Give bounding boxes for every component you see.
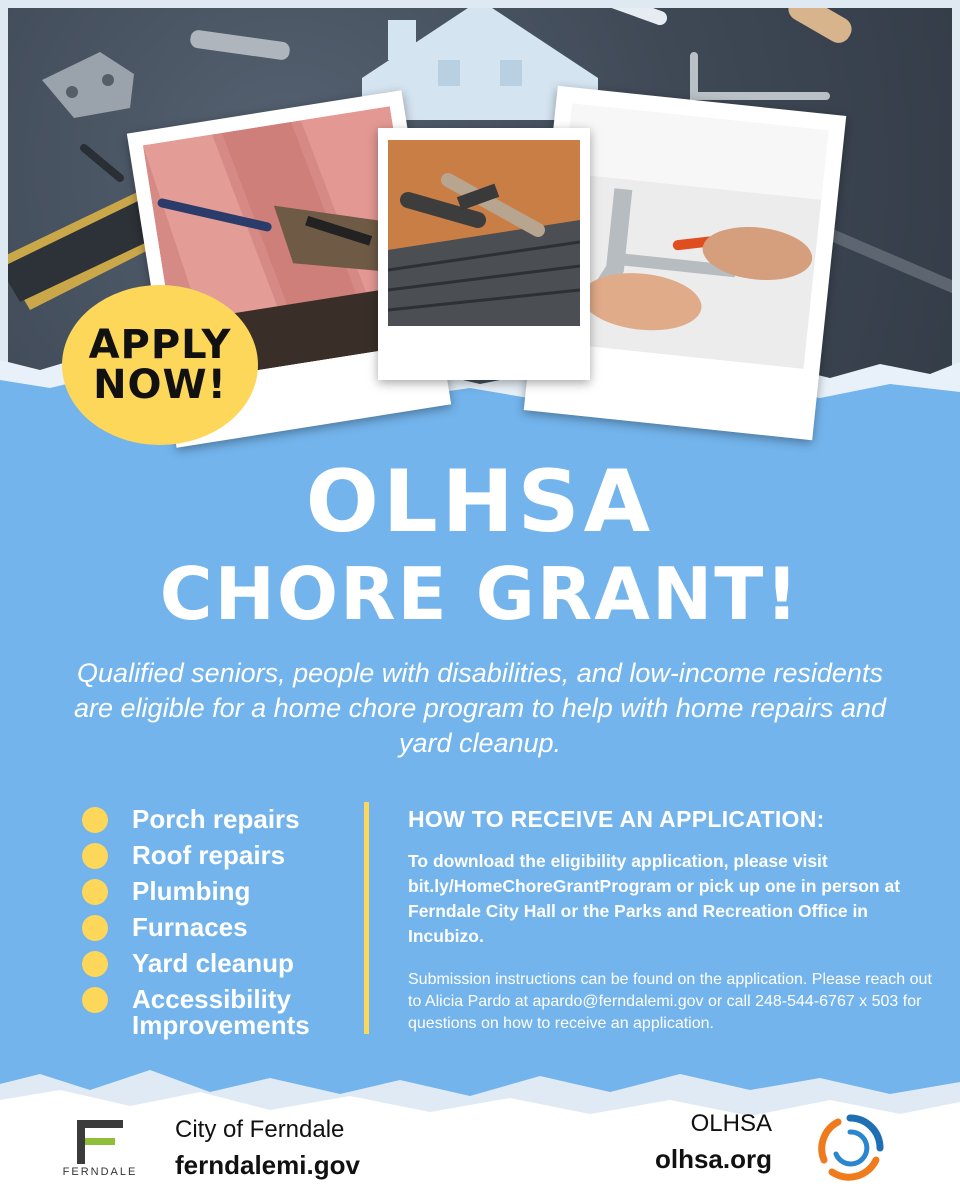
list-item-label: Plumbing [132, 876, 251, 906]
bullet-icon [82, 951, 108, 977]
bullet-icon [82, 879, 108, 905]
city-website-link[interactable]: ferndalemi.gov [175, 1150, 360, 1180]
intro-paragraph: Qualified seniors, people with disabilities, and low-income residents are eligible for a home chore program to help with home repairs and yard cleanup. [74, 658, 886, 758]
list-item-label: Porch repairs [132, 804, 300, 834]
olhsa-logo-icon [812, 1110, 888, 1186]
instructions-paragraph-contact: Submission instructions can be found on the application. Please reach out to Alicia Pardo at apardo@ferndalemi.gov or call 248-544-6767 x 503 for questions on how to receive an application. [408, 971, 932, 1032]
badge-line-1: APPLY [88, 322, 232, 368]
bullet-icon [82, 915, 108, 941]
bullet-icon [82, 807, 108, 833]
list-item [82, 950, 352, 976]
photo-roof-repair [378, 128, 590, 380]
list-item [82, 878, 352, 904]
list-item [82, 806, 352, 832]
org-name: OLHSA [690, 1110, 772, 1137]
list-item-label: Yard cleanup [132, 948, 294, 978]
page-title-line-1: OLHSA [305, 452, 655, 552]
instructions-paragraph-download: To download the eligibility application, please visit bit.ly/HomeChoreGrantProgram or pick up one in person at Ferndale City Hall or the Parks and Recreation Office in Incubizo. [408, 851, 901, 946]
page-title-line-2: CHORE GRANT! [159, 552, 801, 636]
city-name: City of Ferndale [175, 1116, 345, 1143]
application-instructions [408, 806, 948, 1035]
bullet-icon [82, 987, 108, 1013]
column-divider [364, 802, 369, 1034]
list-item [82, 842, 352, 868]
services-list [82, 806, 352, 1048]
bullet-icon [82, 843, 108, 869]
list-item-label: Accessibility Improvements [132, 984, 310, 1040]
ferndale-logo-text: FERNDALE [62, 1166, 138, 1178]
list-item-label: Roof repairs [132, 840, 286, 870]
badge-line-2: NOW! [93, 362, 227, 408]
apply-now-badge [62, 285, 258, 445]
list-item [82, 914, 352, 940]
instructions-heading: HOW TO RECEIVE AN APPLICATION: [408, 806, 825, 832]
list-item-label: Furnaces [132, 912, 248, 942]
org-website-link[interactable]: olhsa.org [654, 1144, 772, 1174]
list-item [82, 986, 352, 1038]
